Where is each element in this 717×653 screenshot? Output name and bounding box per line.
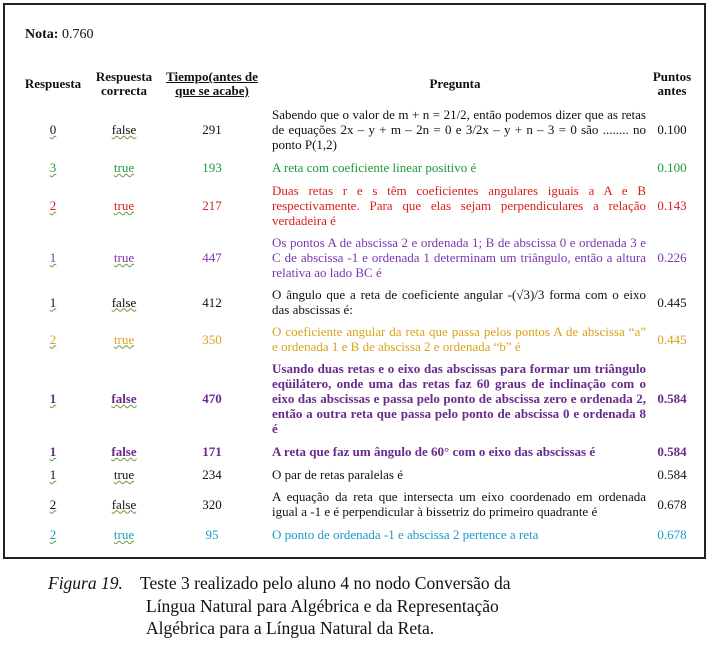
table-row bbox=[18, 486, 698, 523]
pregunta-cell: A reta que faz um ângulo de 60° com o eixo das abscissas é bbox=[272, 444, 596, 459]
respuesta-cell: 2 bbox=[49, 331, 57, 347]
puntos-cell: 0.584 bbox=[657, 391, 687, 406]
respuesta-cell: 2 bbox=[49, 198, 57, 213]
grade-line bbox=[25, 27, 93, 43]
respuesta-cell: 1 bbox=[49, 444, 57, 459]
table-body bbox=[18, 104, 698, 547]
correcta-cell: true bbox=[113, 198, 135, 213]
correcta-cell: false bbox=[111, 122, 137, 137]
respuesta-cell: 1 bbox=[49, 391, 57, 406]
header-puntos: Puntos antes bbox=[652, 69, 692, 98]
grade-label: Nota: bbox=[25, 27, 59, 42]
respuesta-cell: 2 bbox=[49, 496, 57, 512]
tiempo-cell: 95 bbox=[205, 527, 219, 542]
puntos-cell: 0.143 bbox=[657, 198, 687, 213]
puntos-cell: 0.445 bbox=[657, 331, 687, 347]
table-row bbox=[18, 321, 698, 358]
tiempo-cell: 171 bbox=[202, 444, 222, 459]
table-row bbox=[18, 156, 698, 180]
figure-caption bbox=[48, 572, 648, 640]
respuesta-cell: 2 bbox=[49, 527, 57, 542]
caption-line-1: Teste 3 realizado pelo aluno 4 no nodo Conversão da bbox=[140, 573, 511, 593]
respuesta-cell: 1 bbox=[49, 250, 57, 265]
pregunta-cell: O ângulo que a reta de coeficiente angular -(√3)/3 forma com o eixo das abscissas é: bbox=[272, 287, 646, 317]
pregunta-cell: Os pontos A de abscissa 2 e ordenada 1; B de abscissa 0 e ordenada 3 e C de abscissa -1 e ordenada 1 determinam um triângulo, então a altura relativa ao lado BC é bbox=[272, 235, 646, 280]
table-row bbox=[18, 180, 698, 232]
respuesta-cell: 0 bbox=[49, 122, 57, 137]
results-table bbox=[18, 64, 698, 547]
table-row bbox=[18, 232, 698, 284]
correcta-cell: true bbox=[113, 250, 135, 265]
table-row bbox=[18, 104, 698, 156]
pregunta-cell: Sabendo que o valor de m + n = 21/2, então podemos dizer que as retas de equações 2x – y + m – 2n = 0 e 3/2x – y + n – 3 = 0 são ........ no ponto P(1,2) bbox=[272, 107, 646, 152]
respuesta-cell: 3 bbox=[49, 160, 57, 175]
tiempo-cell: 350 bbox=[202, 331, 222, 347]
puntos-cell: 0.445 bbox=[657, 294, 687, 310]
pregunta-cell: A reta com coeficiente linear positivo é bbox=[272, 160, 477, 175]
caption-label: Figura 19. bbox=[48, 573, 123, 593]
header-respuesta: Respuesta bbox=[24, 76, 82, 91]
pregunta-cell: Duas retas r e s têm coeficientes angulares iguais a A e B respectivamente. Para que elas sejam perpendiculares a relação verdadeira é bbox=[272, 183, 646, 228]
pregunta-cell: O coeficiente angular da reta que passa pelos pontos A de abscissa “a” e ordenada 1 e B de abscissa 2 e ordenada “b” é bbox=[272, 324, 646, 354]
puntos-cell: 0.584 bbox=[657, 444, 687, 459]
header-pregunta: Pregunta bbox=[429, 76, 481, 91]
caption-line-2: Língua Natural para Algébrica e da Representação bbox=[146, 595, 499, 616]
tiempo-cell: 447 bbox=[202, 250, 222, 265]
correcta-cell: true bbox=[113, 467, 135, 482]
puntos-cell: 0.226 bbox=[657, 250, 687, 265]
header-correcta: Respuesta correcta bbox=[95, 69, 153, 98]
correcta-cell: true bbox=[113, 160, 135, 175]
tiempo-cell: 320 bbox=[202, 496, 222, 512]
puntos-cell: 0.100 bbox=[657, 122, 687, 137]
pregunta-cell: Usando duas retas e o eixo das abscissas para formar um triângulo eqüilátero, onde uma das retas faz 60 graus de inclinação com o eixo das abscissas e passa pelo ponto de abscissa zero e ordenada 2, então a outra reta que passa pelo ponto de abscissa 0 e ordenada 8 é bbox=[272, 361, 646, 436]
tiempo-cell: 217 bbox=[202, 198, 222, 213]
tiempo-cell: 412 bbox=[202, 294, 222, 310]
tiempo-cell: 470 bbox=[202, 391, 222, 406]
header-tiempo: Tiempo(antes de que se acabe) bbox=[166, 69, 258, 98]
respuesta-cell: 1 bbox=[49, 467, 57, 482]
tiempo-cell: 193 bbox=[202, 160, 222, 175]
table-row bbox=[18, 464, 698, 486]
puntos-cell: 0.100 bbox=[657, 160, 687, 175]
puntos-cell: 0.678 bbox=[657, 527, 687, 542]
table-row bbox=[18, 284, 698, 321]
correcta-cell: false bbox=[111, 294, 137, 310]
correcta-cell: true bbox=[113, 527, 135, 542]
respuesta-cell: 1 bbox=[49, 294, 57, 310]
caption-line-3: Algébrica para a Língua Natural da Reta. bbox=[146, 618, 435, 638]
correcta-cell: false bbox=[111, 444, 137, 459]
puntos-cell: 0.678 bbox=[657, 496, 687, 512]
pregunta-cell: O ponto de ordenada -1 e abscissa 2 pertence a reta bbox=[272, 527, 539, 542]
correcta-cell: true bbox=[113, 331, 135, 347]
correcta-cell: false bbox=[111, 391, 137, 406]
correcta-cell: false bbox=[111, 496, 137, 512]
tiempo-cell: 291 bbox=[202, 122, 222, 137]
puntos-cell: 0.584 bbox=[657, 467, 687, 482]
table-row bbox=[18, 358, 698, 440]
grade-value: 0.760 bbox=[61, 27, 94, 42]
table-row bbox=[18, 523, 698, 547]
pregunta-cell: O par de retas paralelas é bbox=[272, 467, 404, 482]
table-row bbox=[18, 440, 698, 464]
pregunta-cell: A equação da reta que intersecta um eixo coordenado em ordenada igual a -1 e é perpendicular à bissetriz do primeiro quadrante é bbox=[272, 489, 646, 519]
tiempo-cell: 234 bbox=[202, 467, 222, 482]
